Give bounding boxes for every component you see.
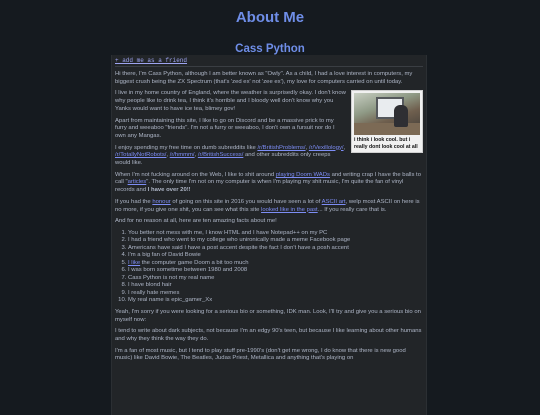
page-title: About Me	[235, 9, 305, 26]
list-item: 10. My real name is epic_gamer_Xx	[128, 297, 423, 305]
subreddit-link-british-problems[interactable]: /r/BritishProblems/	[257, 144, 306, 151]
subreddit-link-hmmm[interactable]: /r/hmmm/	[169, 152, 195, 159]
photo-caption: i think i look cool. but i really dont look cool at all	[354, 137, 418, 150]
list-item: 8. I have blond hair	[128, 282, 423, 290]
i-like-link[interactable]: I like	[128, 259, 141, 266]
vinyl-count-text: I have over 20!!	[147, 187, 191, 194]
list-item: 5. I like the computer game Doom a bit too much	[128, 260, 423, 268]
dark-subjects-paragraph: I tend to write about dark subjects, not because I'm an edgy 90's teen, but because I like learning about other humans and why they think the way they do.	[115, 328, 422, 343]
add-friend-link[interactable]: + add me as a friend	[115, 57, 188, 64]
intro-paragraph: Hi there, I'm Cass Python, although I am better known as "Owly". As a child, I had a love interest in computers, my biggest crush being the ZX Spectrum (that's 'zed ex' not 'zee ex'), my love for computers carried on until today.	[115, 71, 413, 85]
list-item: 4. I'm a big fan of David Bowie	[128, 252, 423, 260]
serious-paragraph: Yeah, I'm sorry if you were looking for a serious bio or something, IDK man. Look, I'll try and give you a serious bio on myself now:	[115, 308, 421, 323]
past-site-link[interactable]: looked like in the past	[261, 206, 318, 213]
list-item: 3. Americans have said I have a post accent despite the fact I don't have a posh accent	[128, 245, 423, 253]
list-item: 7. Cass Python is not my real name	[128, 275, 423, 283]
subreddit-link-totally-not-robots[interactable]: /r/TotallyNotRobots/	[115, 152, 167, 159]
ascii-art-link[interactable]: ASCII art	[321, 198, 346, 205]
facts-list	[115, 230, 423, 305]
divider	[115, 66, 423, 67]
list-item: 6. I was born sometime between 1980 and 2008	[128, 267, 423, 275]
facts-intro: And for no reason at all, here are ten amazing facts about me!	[115, 218, 277, 225]
list-item: 2. I had a friend who went to my college who unironically made a meme Facebook page	[128, 237, 423, 245]
subreddit-link-british-success[interactable]: /r/BritishSuccess/	[197, 152, 244, 159]
list-item: 1. You better not mess with me, I know HTML and I have Notepad++ on my PC	[128, 230, 423, 238]
web-paragraph: When I'm not fucking around on the Web, I like to shit around playing Doom WADs and writing crap I have the balls to call "articles". The only time I'm not on my computer is when I'm playing my shit music, I'm quite the fan of vinyl records and I have over 20!!	[115, 171, 421, 194]
honour-link[interactable]: honour	[152, 198, 171, 205]
list-item: 9. I really hate memes	[128, 290, 423, 298]
country-paragraph: I live in my home country of England, where the weather is surprisedly okay. I don't know why people like to drink tea, I think it's horrible and I bloody well don't know why you Yanks would want to have ice tea, blimey gov!	[115, 90, 346, 112]
ascii-paragraph: If you had the honour of going on this site in 2016 you would have seen a lot of ASCII art, welp most ASCII on here is no more, if you give one shit, you can see what this site looked like in the past... If you really care that is.	[115, 198, 420, 213]
articles-link[interactable]: articles	[127, 179, 147, 186]
music-paragraph: I'm a fan of most music, but I tend to play stuff pre-1990's (don't get me wrong, I do know that there is new good music) like David Bowie, The Beatles, Judas Priest, Metallica and anything that's playing on	[115, 347, 406, 362]
subreddit-link-vexillology[interactable]: /r/Vexillology/	[308, 144, 344, 151]
profile-photo	[354, 93, 420, 135]
content-panel	[111, 55, 427, 415]
page-subtitle: Cass Python	[235, 43, 305, 55]
doom-wads-link[interactable]: playing Doom WADs	[275, 171, 330, 178]
reddit-paragraph: I enjoy spending my free time on dumb subreddits like /r/BritishProblems/, /r/Vexillology/, /r/TotallyNotRobots/, /r/hmmm/, /r/BritishSuccess/ and other subreddits only creeps would like.	[115, 144, 346, 167]
discord-paragraph: Apart from maintaining this site, I like to go on Discord and be a massive prick to my furry and weeaboo "friends". I'm not a furry or weeaboo, I don't own a fursuit nor do I own any Mangas.	[115, 117, 335, 139]
photo-figure	[351, 90, 423, 152]
